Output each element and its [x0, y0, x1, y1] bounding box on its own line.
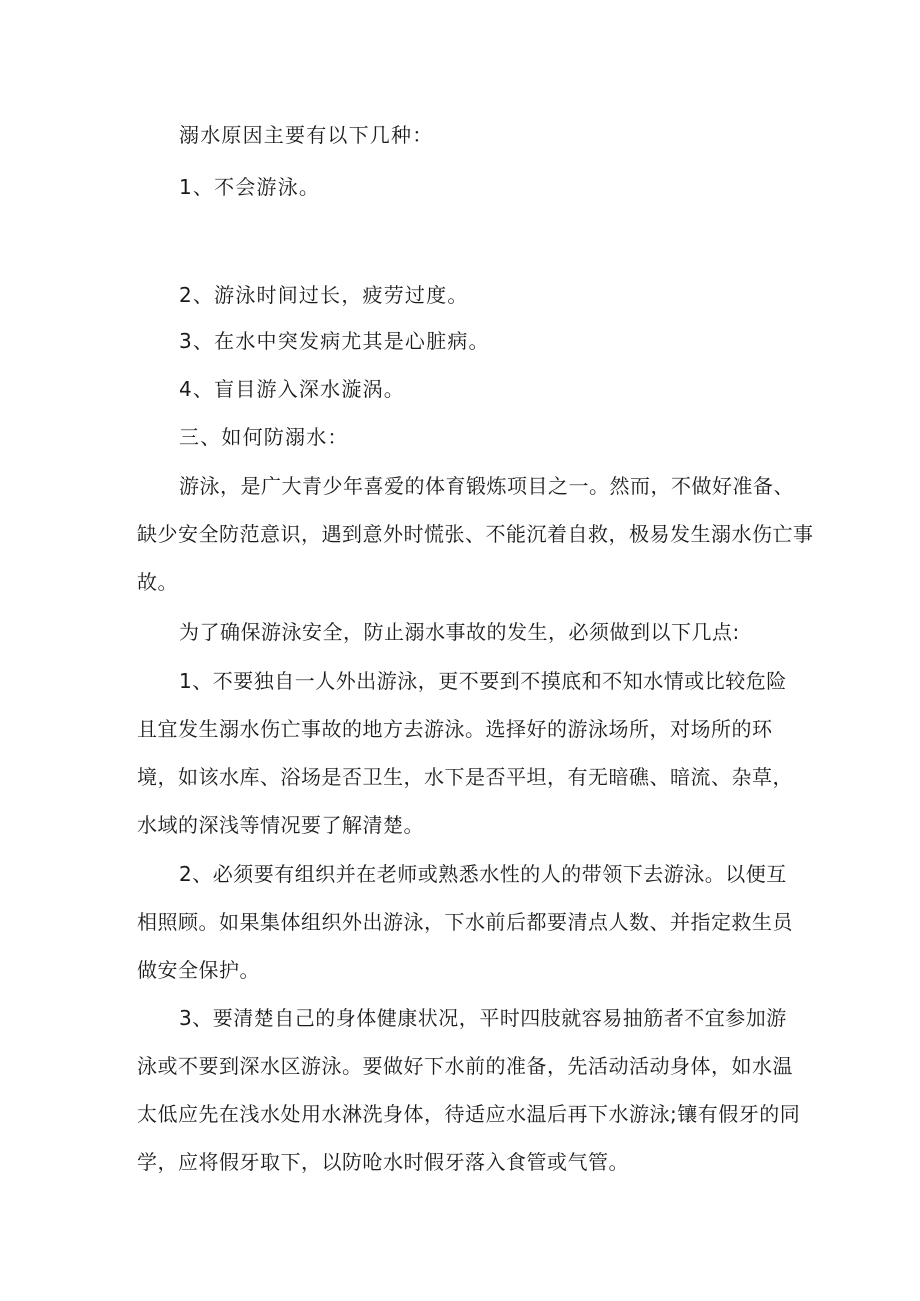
point-3-line: 3、要清楚自己的身体健康状况，平时四肢就容易抽筋者不宜参加游	[179, 1006, 787, 1030]
cause-item-4: 4、盲目游入深水漩涡。	[179, 377, 405, 401]
cause-item-2: 2、游泳时间过长，疲劳过度。	[179, 283, 469, 307]
point-1-line: 且宜发生溺水伤亡事故的地方去游泳。选择好的游泳场所，对场所的环	[137, 717, 773, 741]
cause-item-1: 1、不会游泳。	[179, 175, 321, 199]
point-2-line: 2、必须要有组织并在老师或熟悉水性的人的带领下去游泳。以便互	[179, 862, 787, 886]
point-1-line: 1、不要独自一人外出游泳，更不要到不摸底和不知水情或比较危险	[179, 669, 787, 693]
point-2-line: 做安全保护。	[137, 958, 260, 982]
intro-paragraph-line: 故。	[137, 570, 178, 594]
intro-paragraph-line: 缺少安全防范意识，遇到意外时慌张、不能沉着自救，极易发生溺水伤亡事	[137, 522, 814, 546]
causes-intro: 溺水原因主要有以下几种：	[179, 123, 434, 147]
point-3-line: 学，应将假牙取下，以防呛水时假牙落入食管或气管。	[137, 1150, 629, 1174]
cause-item-3: 3、在水中突发病尤其是心脏病。	[179, 329, 490, 353]
intro-paragraph-line: 游泳，是广大青少年喜爱的体育锻炼项目之一。然而，不做好准备、	[179, 474, 794, 498]
point-3-line: 太低应先在浅水处用水淋洗身体，待适应水温后再下水游泳;镶有假牙的同	[137, 1102, 801, 1126]
must-do-intro: 为了确保游泳安全，防止溺水事故的发生，必须做到以下几点:	[179, 620, 740, 644]
point-2-line: 相照顾。如果集体组织外出游泳，下水前后都要清点人数、并指定救生员	[137, 910, 793, 934]
section-heading: 三、如何防溺水：	[179, 425, 349, 449]
point-3-line: 泳或不要到深水区游泳。要做好下水前的准备，先活动活动身体，如水温	[137, 1054, 793, 1078]
point-1-line: 境，如该水库、浴场是否卫生，水下是否平坦，有无暗礁、暗流、杂草，	[137, 765, 793, 789]
point-1-line: 水域的深浅等情况要了解清楚。	[137, 813, 424, 837]
